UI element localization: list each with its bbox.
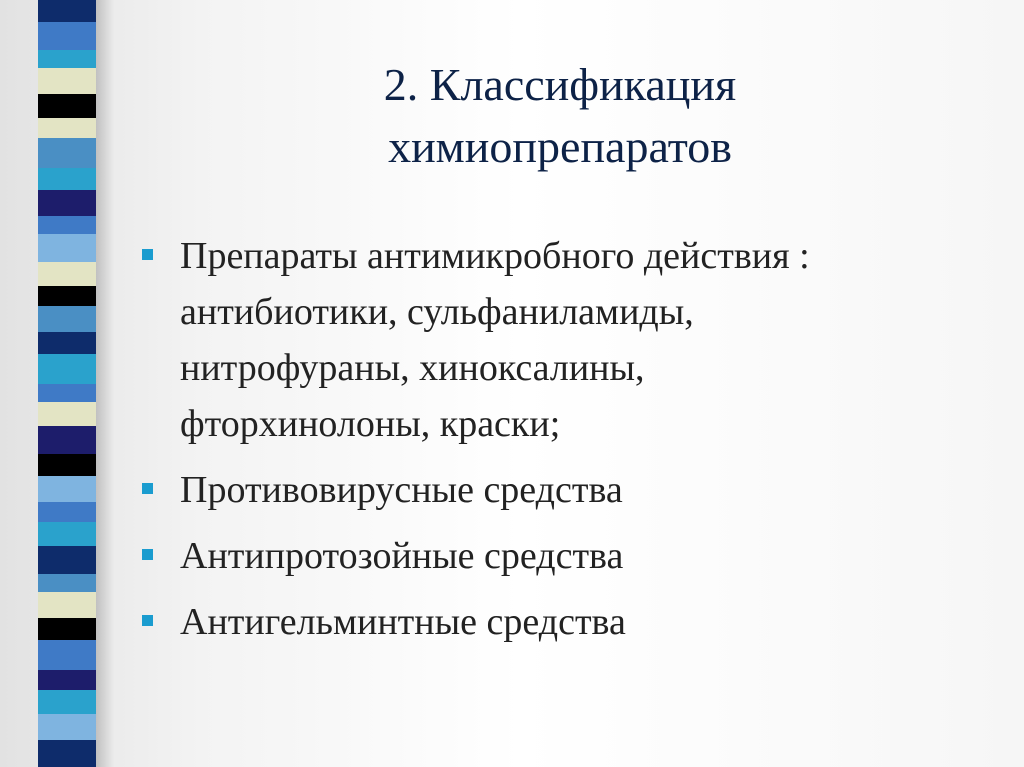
stripe-band xyxy=(38,618,96,640)
stripe-band xyxy=(38,714,96,740)
list-item-text: Препараты антимикробного действия : антибиотики, сульфаниламиды, нитрофураны, хиноксалины, фторхинолоны, краски; xyxy=(180,235,810,445)
stripe-band xyxy=(38,286,96,306)
title-line-2: химиопрепаратов xyxy=(388,121,732,172)
stripe-band xyxy=(38,168,96,190)
stripe-band xyxy=(38,216,96,234)
list-item xyxy=(142,228,1002,452)
bullet-list xyxy=(142,228,1002,660)
list-item xyxy=(142,528,1002,584)
square-bullet-icon xyxy=(142,483,153,494)
stripe-band xyxy=(38,426,96,454)
stripe-band xyxy=(38,670,96,690)
list-item-text: Антипротозойные средства xyxy=(180,535,624,577)
stripe-band xyxy=(38,22,96,50)
stripe-band xyxy=(38,0,96,22)
list-item xyxy=(142,462,1002,518)
square-bullet-icon xyxy=(142,549,153,560)
stripe-band xyxy=(38,332,96,354)
stripe-band xyxy=(38,454,96,476)
stripe-band xyxy=(38,138,96,168)
slide-title xyxy=(250,54,870,178)
list-item xyxy=(142,594,1002,650)
stripe-band xyxy=(38,354,96,384)
stripe-band xyxy=(38,402,96,426)
stripe-band xyxy=(38,262,96,286)
square-bullet-icon xyxy=(142,615,153,626)
stripe-band xyxy=(38,574,96,592)
stripe-band xyxy=(38,546,96,574)
stripe-band xyxy=(38,118,96,138)
stripe-band xyxy=(38,306,96,332)
stripe-band xyxy=(38,690,96,714)
stripe-band xyxy=(38,476,96,502)
list-item-text: Антигельминтные средства xyxy=(180,601,626,643)
stripe-band xyxy=(38,592,96,618)
stripe-band xyxy=(38,762,96,767)
stripe-band xyxy=(38,384,96,402)
title-line-1: 2. Классификация xyxy=(383,59,737,110)
stripe-band xyxy=(38,522,96,546)
stripe-band xyxy=(38,640,96,670)
square-bullet-icon xyxy=(142,249,153,260)
stripe-band xyxy=(38,50,96,68)
stripe-band xyxy=(38,190,96,216)
stripe-shadow xyxy=(96,0,114,767)
color-band-stripe xyxy=(38,0,96,767)
stripe-band xyxy=(38,234,96,262)
decorative-stripe-column xyxy=(0,0,110,767)
stripe-band xyxy=(38,502,96,522)
stripe-band xyxy=(38,94,96,118)
stripe-band xyxy=(38,68,96,94)
list-item-text: Противовирусные средства xyxy=(180,469,623,511)
stripe-band xyxy=(38,740,96,762)
